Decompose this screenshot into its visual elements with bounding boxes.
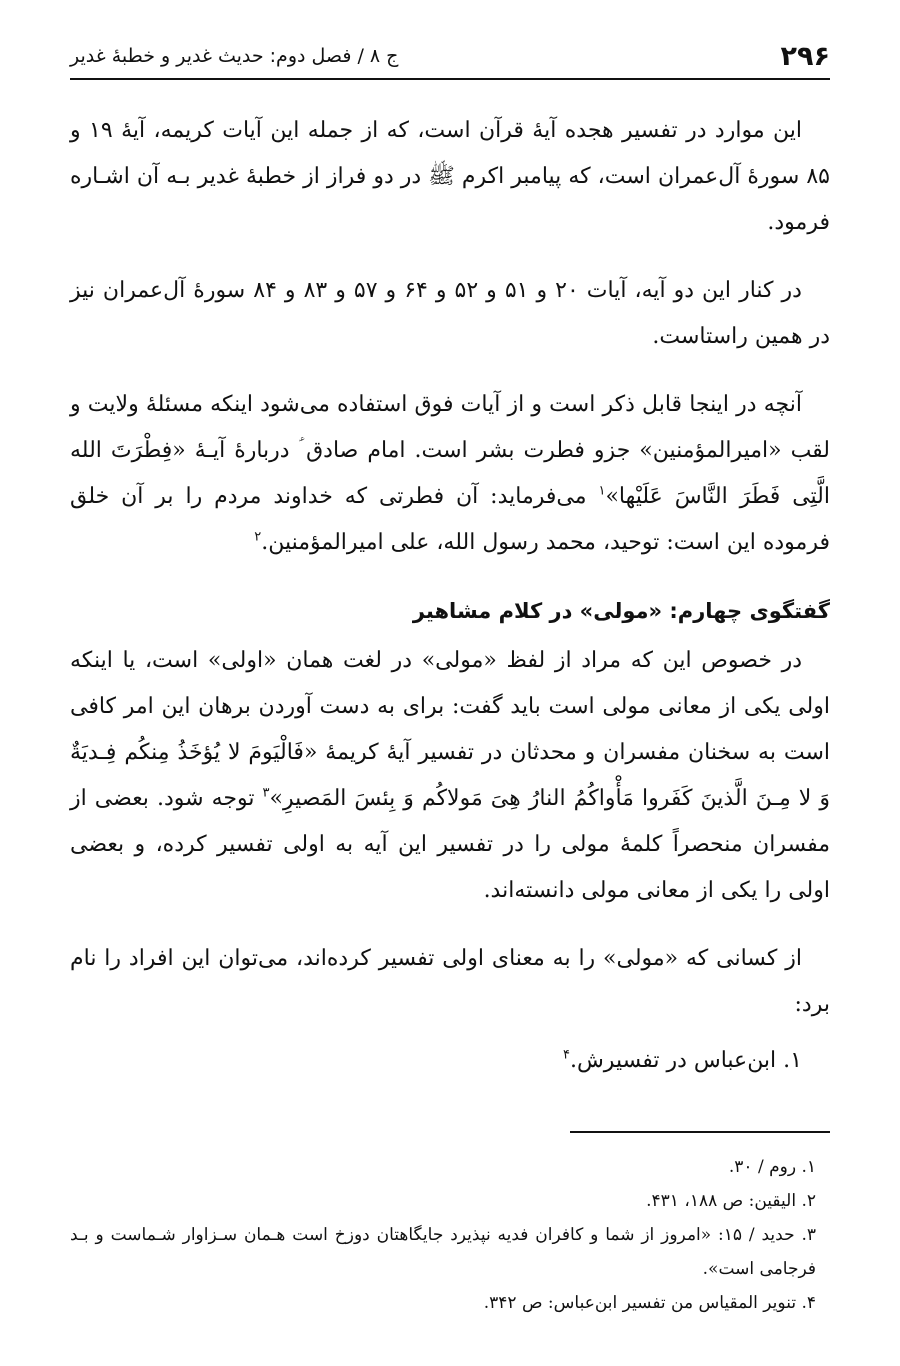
paragraph-3: [70, 382, 830, 566]
footnote-3: ۳. حدید / ۱۵: «امروز از شما و کافران فدیه نپذیرد جایگاهتان دوزخ است هـمان سـزاوار شـماست و بـد فرجامی است».: [70, 1225, 816, 1279]
paragraph-3-text-a: آنچه در اینجا قابل ذکر است و از آیات فوق استفاده می‌شود اینکه مسئلهٔ ولایت و لقب «امیرالمؤمنین» جزو فطرت بشر است. امام صادق ؑ دربارهٔ آیـهٔ «فِطْرَتَ الله الَّتِی فَطَرَ النَّاسَ عَلَیْها»: [70, 392, 830, 509]
footnote-4: ۴. تنویر المقیاس من تفسیر ابن‌عباس: ص ۳۴۲.: [483, 1293, 816, 1313]
footnote-ref-3[interactable]: ۳: [262, 785, 270, 801]
footnote-ref-4[interactable]: ۴: [562, 1047, 570, 1063]
footnotes: [70, 1150, 830, 1320]
page-number: ۲۹۶: [780, 40, 830, 72]
section-heading: گفتگوی چهارم: «مولی» در کلام مشاهیر: [412, 599, 830, 623]
footnote-ref-2[interactable]: ۲: [254, 529, 262, 545]
page-header: [70, 34, 830, 80]
paragraph-3-text-b: می‌فرماید: آن فطرتی که خداوند مردم را بر آن خلق فرموده این است: توحید، محمد رسول الله، علی امیرالمؤمنین.: [70, 484, 830, 555]
list-item-text: ۱. ابن‌عباس در تفسیرش.: [569, 1048, 802, 1073]
running-title: ج ۸ / فصل دوم: حدیث غدیر و خطبهٔ غدیر: [70, 45, 399, 67]
footnote-divider: [570, 1131, 830, 1133]
footnote-ref-1[interactable]: ۱: [598, 483, 606, 499]
section-paragraph-2: از کسانی که «مولی» را به معنای اولی تفسیر کرده‌اند، می‌توان این افراد را نام برد:: [70, 946, 830, 1017]
section-paragraph-1: [70, 638, 830, 914]
footnote-1: ۱. روم / ۳۰.: [728, 1157, 816, 1177]
section-paragraph-1-text-a: در خصوص این که مراد از لفظ «مولی» در لغت همان «اولی» است، یا اینکه اولی یکی از معانی مولی است باید گفت: برای به دست آوردن برهان این امر کافی است به سخنان مفسران و محدثان در تفسیر آیهٔ کریمهٔ «فَالْیَومَ لا یُؤخَذُ مِنکُم فِـدیَةٌ وَ لا مِـنَ الَّذینَ کَفَروا مَأْواکُمُ النارُ هِیَ مَولاکُم وَ بِئسَ المَصیرِ»: [70, 648, 831, 811]
paragraph-2: در کنار این دو آیه، آیات ۲۰ و ۵۱ و ۵۲ و ۶۴ و ۵۷ و ۸۳ و ۸۴ سورهٔ آل‌عمران نیز در همین راستاست.: [70, 278, 830, 349]
paragraph-1: این موارد در تفسیر هجده آیهٔ قرآن است، که از جمله این آیات کریمه، آیهٔ ۱۹ و ۸۵ سورهٔ آل‌عمران است، که پیامبر اکرم ﷺ در دو فراز از خطبهٔ غدیر بـه آن اشـاره فرمود.: [70, 118, 830, 235]
main-text: [70, 108, 830, 1106]
section-paragraph-1-text-b: توجه شود. بعضی از مفسران منحصراً کلمهٔ مولی را در تفسیر این آیه به اولی تفسیر کرده، و بعضی اولی را یکی از معانی مولی دانسته‌اند.: [70, 786, 830, 903]
list-item: [70, 1038, 830, 1084]
footnote-2: ۲. الیقین: ص ۱۸۸، ۴۳۱.: [646, 1191, 816, 1211]
